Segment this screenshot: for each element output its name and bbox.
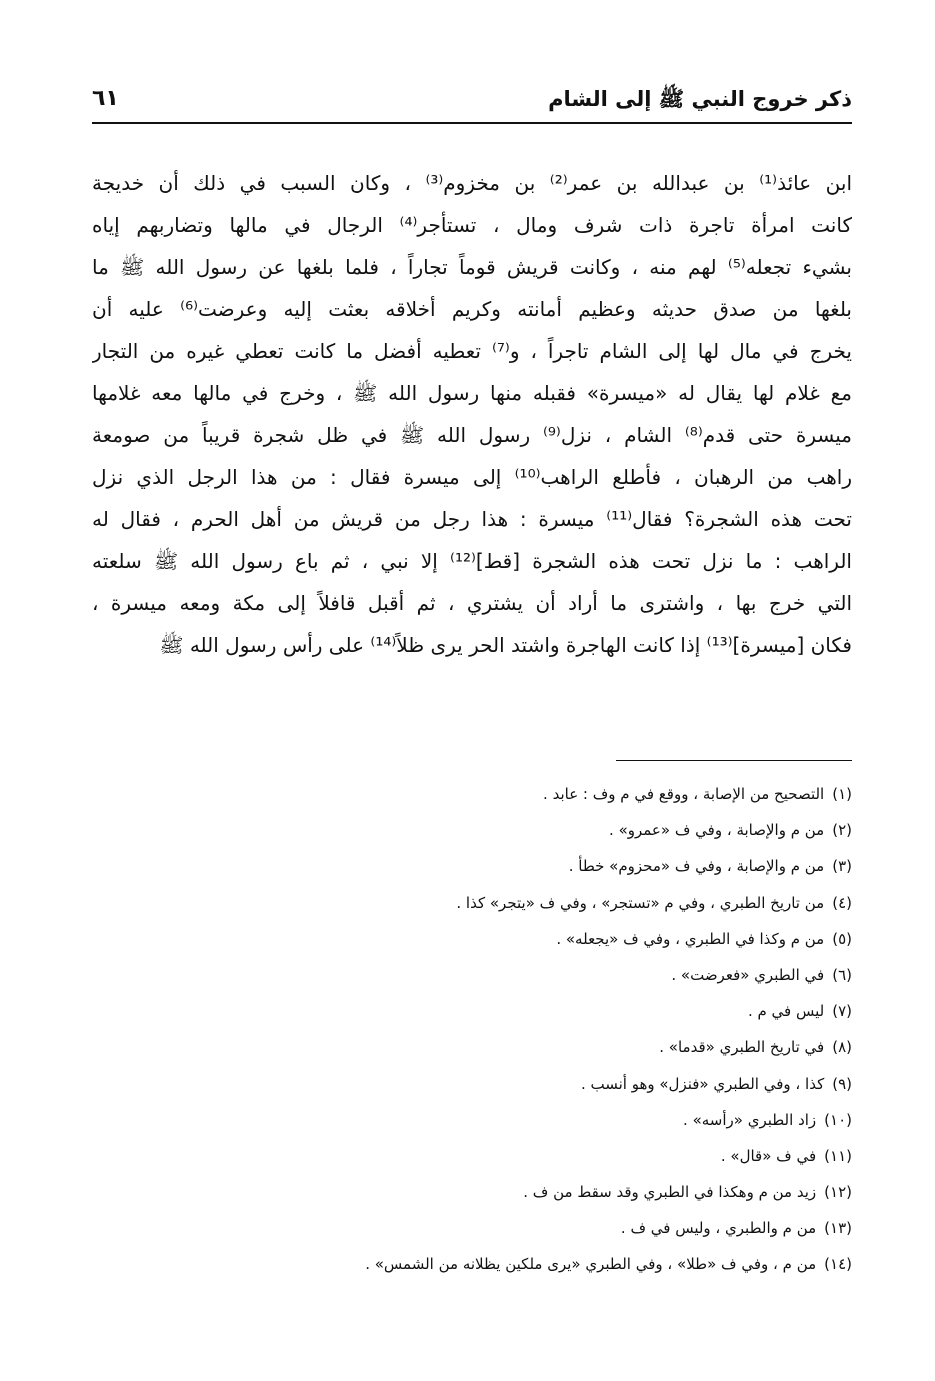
footnote-number: (٤)	[832, 893, 852, 912]
footnote	[92, 848, 852, 884]
footnote-number: (٢)	[832, 821, 852, 840]
footnote-number: (٩)	[832, 1074, 852, 1093]
footnote-number: (١٢)	[824, 1183, 852, 1202]
footnote	[92, 1029, 852, 1065]
footnote-number: (٧)	[832, 1002, 852, 1021]
footnote	[92, 812, 852, 848]
text-line: تحت هذه الشجرة؟ فقال⁽¹¹⁾ ميسرة : هذا رجل من قريش من أهل الحرم ، فقال له	[92, 507, 852, 531]
footnote-text: التصحيح من الإصابة ، ووقع في م وف : عابد .	[543, 785, 825, 803]
text-line: بلغها من صدق حديثه وعظيم أمانته وكريم أخلاقه بعثت إليه وعرضت⁽⁶⁾ عليه أن	[92, 297, 852, 321]
running-head	[92, 86, 852, 122]
footnote-number: (٣)	[832, 857, 852, 876]
footnote-text: زيد من م وهكذا في الطبري وقد سقط من ف .	[523, 1183, 817, 1202]
footnote	[92, 1102, 852, 1138]
footnote-number: (١٠)	[824, 1110, 852, 1129]
footnote	[92, 1066, 852, 1102]
footnote-divider	[616, 760, 852, 761]
footnote-number: (١)	[832, 785, 852, 803]
footnote-number: (١١)	[824, 1146, 852, 1165]
text-line: فكان [ميسرة]⁽¹³⁾ إذا كانت الهاجرة واشتد الحر يرى ظلاً⁽¹⁴⁾ على رأس رسول الله ﷺ	[159, 633, 852, 657]
footnote	[92, 776, 852, 812]
header-divider	[92, 122, 852, 124]
footnote	[92, 993, 852, 1029]
footnote	[92, 1138, 852, 1174]
footnote-text: من م والطبري ، وليس في ف .	[620, 1219, 817, 1238]
footnote-text: من م ، وفي ف «طلا» ، وفي الطبري «يرى ملكين يظلانه من الشمس» .	[365, 1255, 817, 1274]
footnote	[92, 1246, 852, 1282]
footnote-text: ليس في م .	[747, 1002, 825, 1021]
footnote-number: (١٣)	[824, 1219, 852, 1238]
footnote-number: (٨)	[832, 1038, 852, 1057]
text-line: كانت امرأة تاجرة ذات شرف ومال ، تستأجر⁽⁴⁾ الرجال في مالها وتضاربهم إياه	[92, 213, 852, 237]
footnote	[92, 1174, 852, 1210]
text-line: ابن عائذ⁽¹⁾ بن عبدالله بن عمر⁽²⁾ بن مخزوم⁽³⁾ ، وكان السبب في ذلك أن خديجة	[92, 171, 852, 195]
footnote-text: من م والإصابة ، وفي ف «محزوم» خطأ .	[568, 857, 825, 876]
footnote-text: في تاريخ الطبري «قدما» .	[659, 1038, 825, 1057]
footnote	[92, 1210, 852, 1246]
footnote	[92, 921, 852, 957]
text-line: بشيء تجعله⁽⁵⁾ لهم منه ، وكانت قريش قوماً تجاراً ، فلما بلغها عن رسول الله ﷺ ما	[92, 255, 852, 279]
footnote-text: من م والإصابة ، وفي ف «عمرو» .	[609, 821, 825, 840]
footnote-text: في ف «قال» .	[720, 1146, 817, 1165]
page-number: ٦١	[92, 86, 119, 111]
footnote	[92, 957, 852, 993]
text-line: التي خرج بها ، واشترى ما أراد أن يشتري ، ثم أقبل قافلاً إلى مكة ومعه ميسرة ،	[92, 591, 852, 615]
main-text	[92, 162, 852, 666]
text-line: ميسرة حتى قدم⁽⁸⁾ الشام ، نزل⁽⁹⁾ رسول الله ﷺ في ظل شجرة قريباً من صومعة	[92, 423, 852, 447]
footnotes	[92, 776, 852, 1283]
footnote-text: في الطبري «فعرضت» .	[671, 965, 825, 984]
footnote-number: (٥)	[832, 929, 852, 948]
footnote-text: من م وكذا في الطبري ، وفي ف «يجعله» .	[556, 929, 825, 948]
footnote-number: (١٤)	[824, 1255, 852, 1274]
footnote-number: (٦)	[832, 965, 852, 984]
footnote-text: من تاريخ الطبري ، وفي م «تستجر» ، وفي ف «يتجر» كذا .	[456, 893, 825, 912]
text-line: راهب من الرهبان ، فأطلع الراهب⁽¹⁰⁾ إلى ميسرة فقال : من هذا الرجل الذي نزل	[92, 465, 852, 489]
running-title: ذكر خروج النبي ﷺ إلى الشام	[548, 87, 852, 111]
footnote-text: كذا ، وفي الطبري «فنزل» وهو أنسب .	[580, 1074, 825, 1093]
text-line: الراهب : ما نزل تحت هذه الشجرة [قط]⁽¹²⁾ إلا نبي ، ثم باع رسول الله ﷺ سلعته	[92, 549, 852, 573]
text-line: يخرج في مال لها إلى الشام تاجراً ، و⁽⁷⁾ تعطيه أفضل ما كانت تعطي غيره من التجار	[92, 339, 852, 363]
text-line: مع غلام لها يقال له «ميسرة» فقبله منها رسول الله ﷺ ، وخرج في مالها معه غلامها	[92, 381, 852, 405]
footnote	[92, 885, 852, 921]
footnote-text: زاد الطبري «رأسه» .	[683, 1110, 817, 1129]
